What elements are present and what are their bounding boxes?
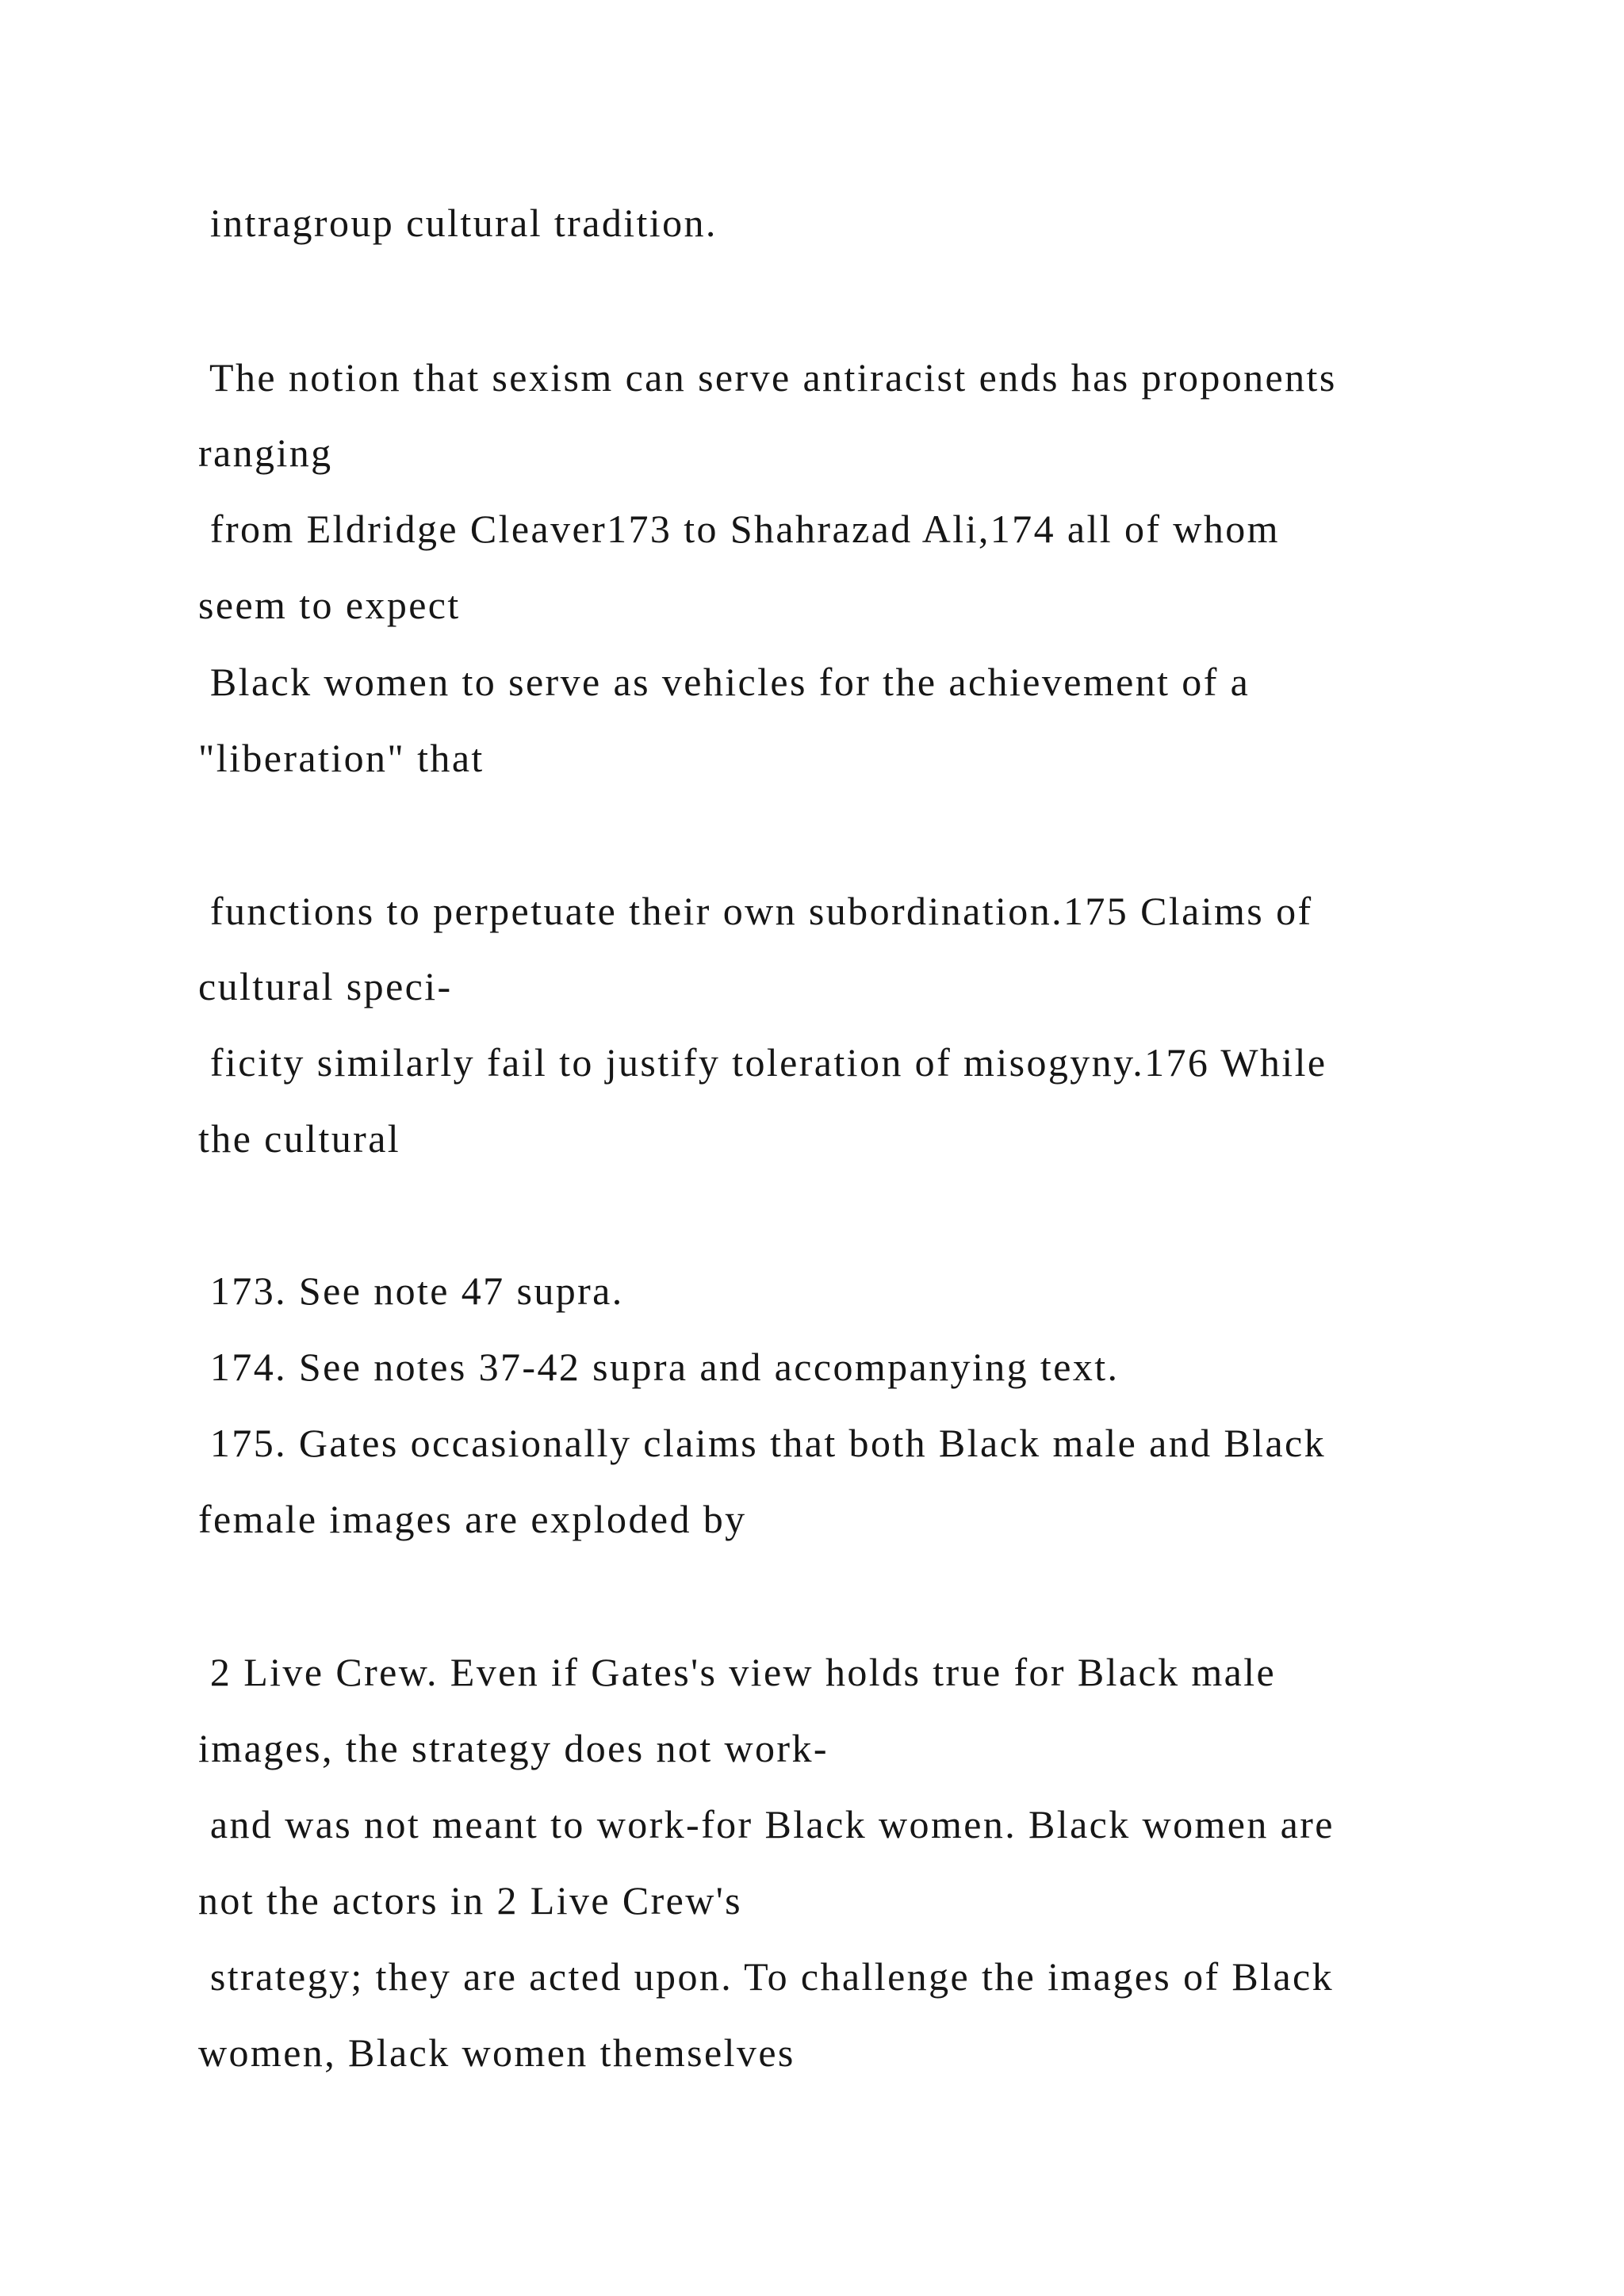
body-line-p3-1: functions to perpetuate their own subordination.175 Claims of [198,889,1313,933]
footnote-175-line-7: strategy; they are acted upon. To challenge the images of Black [198,1954,1335,1999]
footnote-175-line-6: not the actors in 2 Live Crew's [198,1878,743,1923]
footnote-175-line-5: and was not meant to work-for Black women. Black women are [198,1802,1335,1846]
footnote-175-line-1: 175. Gates occasionally claims that both Black male and Black [198,1421,1327,1465]
footnote-175-line-4: images, the strategy does not work- [198,1726,829,1770]
body-line-p1-1: intragroup cultural tradition. [198,201,718,245]
body-line-p3-3: ficity similarly fail to justify toleration of misogyny.176 While [198,1040,1327,1085]
body-line-p2-2: ranging [198,430,333,475]
body-line-p2-6: "liberation" that [198,736,485,780]
footnote-175-line-8: women, Black women themselves [198,2030,795,2075]
body-line-p3-4: the cultural [198,1116,401,1161]
body-line-p2-4: seem to expect [198,583,461,627]
body-line-p2-5: Black women to serve as vehicles for the achievement of a [198,660,1251,704]
body-line-p2-3: from Eldridge Cleaver173 to Shahrazad Ali,174 all of whom [198,507,1280,551]
body-line-p3-2: cultural speci- [198,964,453,1008]
body-line-p2-1: The notion that sexism can serve antiracist ends has proponents [198,355,1337,400]
footnote-174: 174. See notes 37-42 supra and accompanying text. [198,1345,1120,1389]
footnote-175-line-2: female images are exploded by [198,1497,747,1541]
footnote-173: 173. See note 47 supra. [198,1269,624,1313]
footnote-175-line-3: 2 Live Crew. Even if Gates's view holds true for Black male [198,1650,1277,1694]
